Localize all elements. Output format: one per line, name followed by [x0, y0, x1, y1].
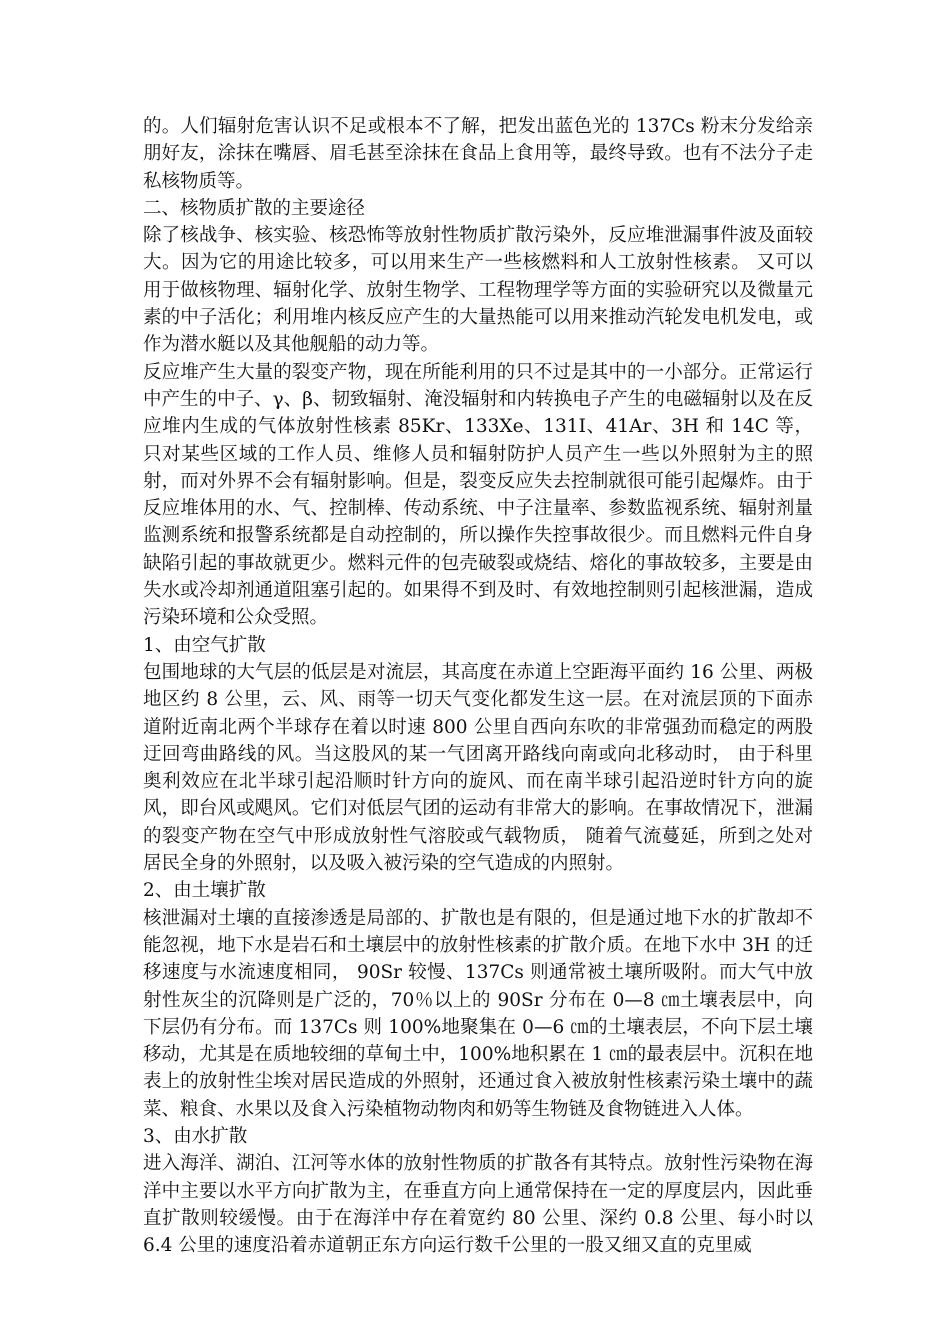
section-heading-diffusion-routes: 二、核物质扩散的主要途径 [143, 197, 366, 219]
subheading-soil-diffusion: 2、由土壤扩散 [143, 880, 266, 902]
paragraph-water-diffusion: 进入海洋、湖泊、江河等水体的放射性物质的扩散各有其特点。放射性污染物在海洋中主要以水平方向扩散为主，在垂直方向上通常保持在一定的厚度层内，因此垂直扩散则较缓慢。由于在海洋中存在着宽约 80 公里、深约 0.8 公里、每小时以 6.4 公里的速度沿着赤道朝正东方向运行数千公里的一股又细又直的克里威 [143, 1153, 813, 1257]
subheading-water-diffusion: 3、由水扩散 [143, 1125, 248, 1147]
subheading-air-diffusion: 1、由空气扩散 [143, 634, 266, 656]
document-body [143, 113, 813, 1259]
paragraph-radiation-ignorance: 的。人们辐射危害认识不足或根本不了解，把发出蓝色光的 137Cs 粉末分发给亲朋好友，涂抹在嘴唇、眉毛甚至涂抹在食品上食用等，最终导致。也有不法分子走私核物质等。 [143, 116, 813, 192]
paragraph-soil-diffusion: 核泄漏对土壤的直接渗透是局部的、扩散也是有限的，但是通过地下水的扩散却不能忽视，地下水是岩石和土壤层中的放射性核素的扩散介质。在地下水中 3H 的迁移速度与水流速度相同， 90Sr 较慢、137Cs 则通常被土壤所吸附。而大气中放射性灰尘的沉降则是广泛的，70％以上的 90Sr 分布在 0—8 ㎝土壤表层中，向下层仍有分布。而 137Cs 则 100%地聚集在 0—6 ㎝的土壤表层，不向下层土壤移动，尤其是在质地较细的草甸土中，100%地积累在 1 ㎝的最表层中。沉积在地表上的放射性尘埃对居民造成的外照射，还通过食入被放射性核素污染土壤中的蔬菜、粮食、水果以及食入污染植物动物肉和奶等生物链及食物链进入人体。 [143, 907, 813, 1120]
paragraph-reactor-uses: 除了核战争、核实验、核恐怖等放射性物质扩散污染外，反应堆泄漏事件波及面较大。因为它的用途比较多，可以用来生产一些核燃料和人工放射性核素。 又可以用于做核物理、辐射化学、放射生物学、工程物理学等方面的实验研究以及微量元素的中子活化；利用堆内核反应产生的大量热能可以用来推动汽轮发电机发电，或作为潜水艇以及其他舰船的动力等。 [143, 225, 813, 356]
paragraph-fission-products: 反应堆产生大量的裂变产物，现在所能利用的只不过是其中的一小部分。正常运行中产生的中子、γ、β、韧致辐射、淹没辐射和内转换电子产生的电磁辐射以及在反应堆内生成的气体放射性核素 85Kr、133Xe、131I、41Ar、3H 和 14C 等，只对某些区域的工作人员、维修人员和辐射防护人员产生一些以外照射为主的照射，而对外界不会有辐射影响。但是，裂变反应失去控制就很可能引起爆炸。由于反应堆体用的水、气、控制棒、传动系统、中子注量率、参数监视系统、辐射剂量监测系统和报警系统都是自动控制的，所以操作失控事故很少。而且燃料元件自身缺陷引起的事故就更少。燃料元件的包壳破裂或烧结、熔化的事故较多，主要是由失水或冷却剂通道阻塞引起的。如果得不到及时、有效地控制则引起核泄漏，造成污染环境和公众受照。 [143, 361, 813, 629]
paragraph-air-diffusion: 包围地球的大气层的低层是对流层，其高度在赤道上空距海平面约 16 公里、两极地区约 8 公里，云、风、雨等一切天气变化都发生这一层。在对流层顶的下面赤道附近南北两个半球存在着以时速 800 公里自西向东吹的非常强劲而稳定的两股迂回弯曲路线的风。当这股风的某一气团离开路线向南或向北移动时， 由于科里奥利效应在北半球引起沿顺时针方向的旋风、而在南半球引起沿逆时针方向的旋风，即台风或飓风。它们对低层气团的运动有非常大的影响。在事故情况下，泄漏的裂变产物在空气中形成放射性气溶胶或气载物质， 随着气流蔓延，所到之处对居民全身的外照射，以及吸入被污染的空气造成的内照射。 [143, 661, 813, 875]
